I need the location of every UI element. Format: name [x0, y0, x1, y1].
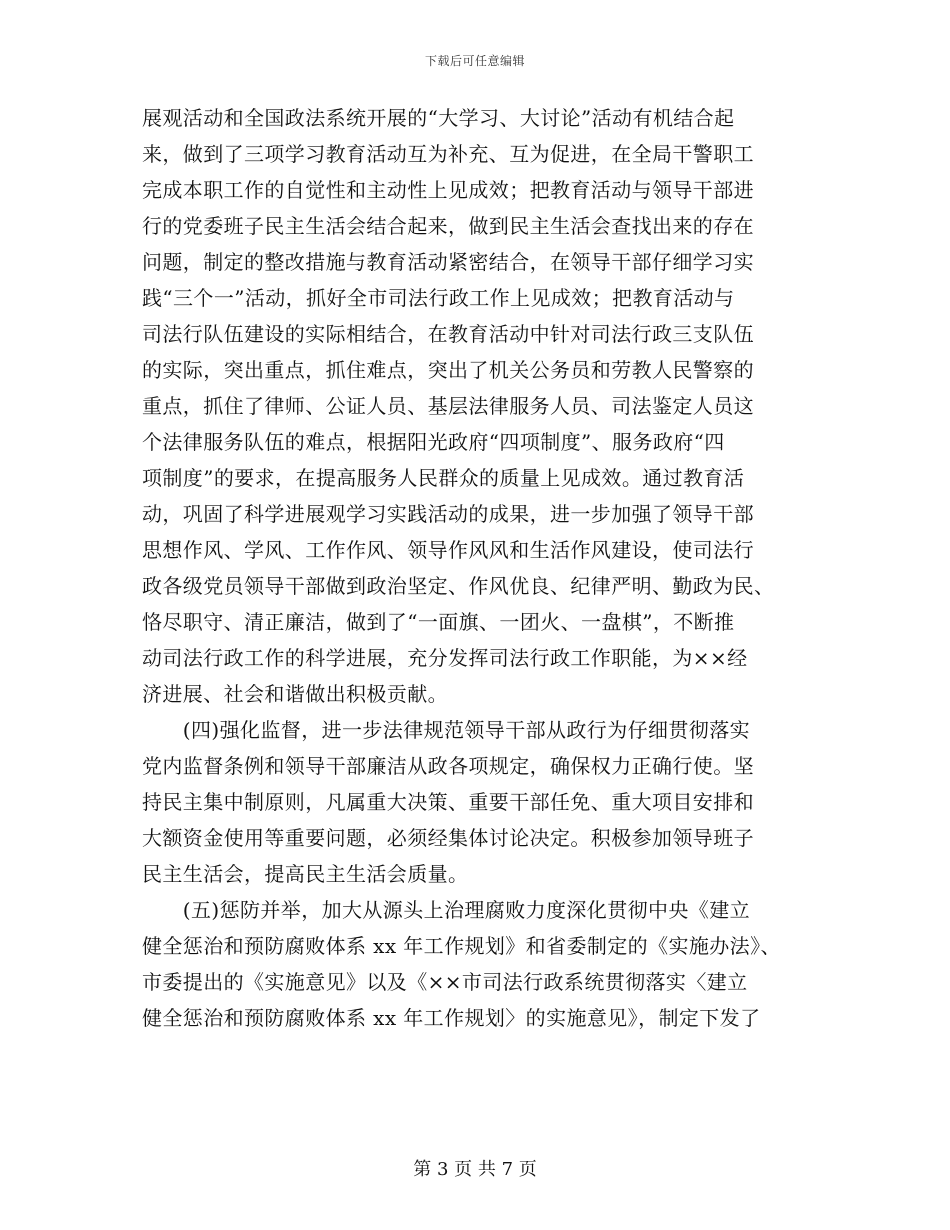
document-body	[142, 100, 822, 1036]
body-line: 动司法行政工作的科学进展，充分发挥司法行政工作职能，为××经	[142, 646, 748, 670]
body-line: 完成本职工作的自觉性和主动性上见成效；把教育活动与领导干部进	[142, 178, 754, 202]
body-line: 政各级党员领导干部做到政治坚定、作风优良、纪律严明、勤政为民、	[142, 574, 775, 598]
body-line: 民主生活会，提高民主生活会质量。	[142, 862, 469, 886]
body-line: 项制度”的要求，在提高服务人民群众的质量上见成效。通过教育活	[142, 466, 745, 490]
body-line: 行的党委班子民主生活会结合起来，做到民主生活会查找出来的存在	[142, 214, 754, 238]
body-line: 重点，抓住了律师、公证人员、基层法律服务人员、司法鉴定人员这	[142, 394, 754, 418]
body-line: 司法行队伍建设的实际相结合，在教育活动中针对司法行政三支队伍	[142, 322, 754, 346]
body-line: 来，做到了三项学习教育活动互为补充、互为促进，在全局干警职工	[142, 142, 754, 166]
body-line: 健全惩治和预防腐败体系 xx 年工作规划〉的实施意见》，制定下发了	[142, 1006, 761, 1030]
body-line: (四)强化监督，进一步法律规范领导干部从政行为仔细贯彻落实	[142, 718, 751, 742]
body-line: 思想作风、学风、工作作风、领导作风风和生活作风建设，使司法行	[142, 538, 754, 562]
page-header: 下载后可任意编辑	[424, 54, 525, 68]
body-line: 个法律服务队伍的难点，根据阳光政府“四项制度”、服务政府“四	[142, 430, 725, 454]
body-line: 的实际，突出重点，抓住难点，突出了机关公务员和劳教人民警察的	[142, 358, 754, 382]
body-line: 健全惩治和预防腐败体系 xx 年工作规划》和省委制定的《实施办法》、	[142, 934, 781, 958]
body-line: 持民主集中制原则，凡属重大决策、重要干部任免、重大项目安排和	[142, 790, 754, 814]
body-line: 践“三个一”活动，抓好全市司法行政工作上见成效；把教育活动与	[142, 286, 735, 310]
body-line: 大额资金使用等重要问题，必须经集体讨论决定。积极参加领导班子	[142, 826, 754, 850]
page-number-footer: 第 3 页 共 7 页	[413, 1159, 537, 1180]
body-line: 济进展、社会和谐做出积极贡献。	[142, 682, 448, 706]
body-line: (五)惩防并举，加大从源头上治理腐败力度深化贯彻中央《建立	[142, 898, 751, 922]
body-line: 动，巩固了科学进展观学习实践活动的成果，进一步加强了领导干部	[142, 502, 754, 526]
body-line: 问题，制定的整改措施与教育活动紧密结合，在领导干部仔细学习实	[142, 250, 754, 274]
body-line: 市委提出的《实施意见》以及《××市司法行政系统贯彻落实〈建立	[142, 970, 748, 994]
body-line: 展观活动和全国政法系统开展的“大学习、大讨论”活动有机结合起	[142, 106, 735, 130]
body-line: 恪尽职守、清正廉洁，做到了“一面旗、一团火、一盘棋”，不断推	[142, 610, 735, 634]
body-line: 党内监督条例和领导干部廉洁从政各项规定，确保权力正确行使。坚	[142, 754, 754, 778]
